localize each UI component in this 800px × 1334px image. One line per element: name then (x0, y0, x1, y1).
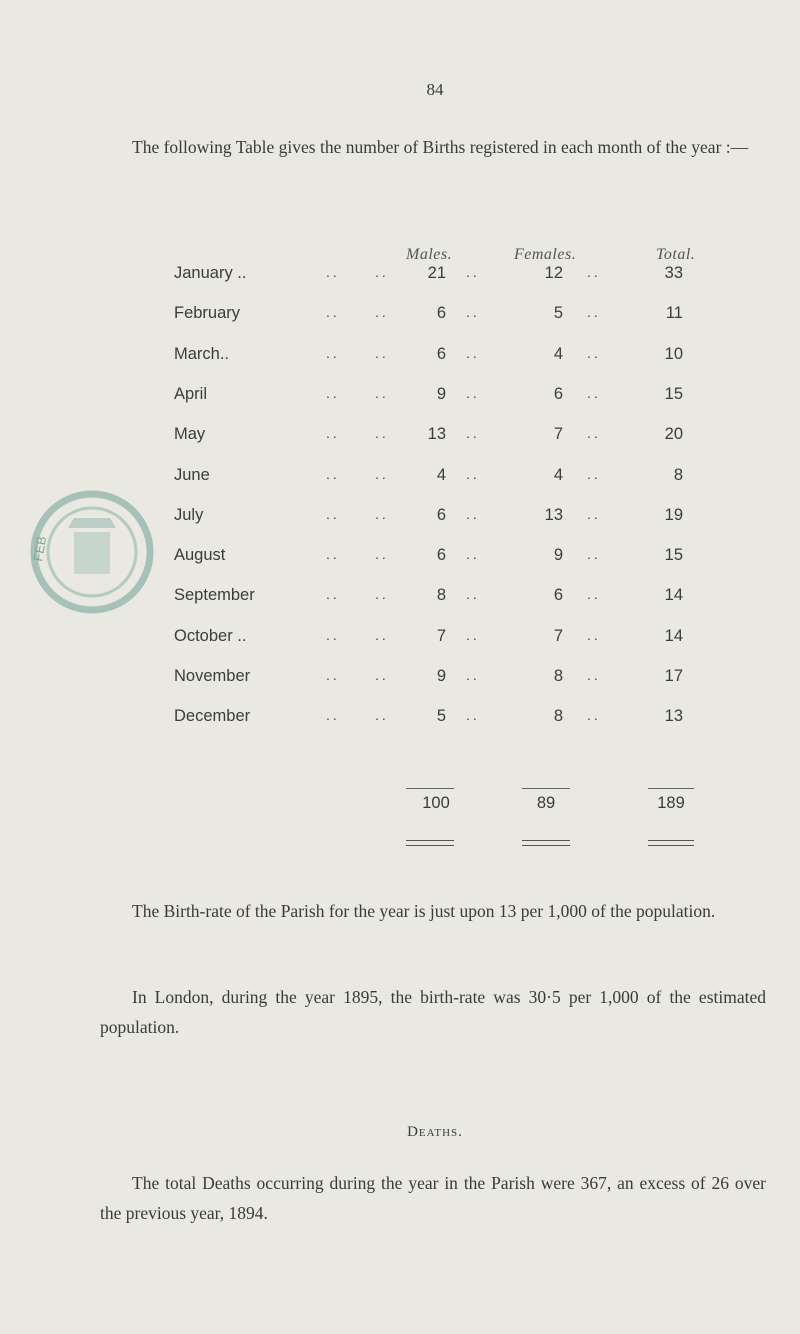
leader-dots: .. (375, 344, 389, 361)
leader-dots: .. (587, 344, 601, 361)
total-cell: 20 (664, 425, 683, 444)
page-number: 84 (426, 80, 444, 99)
leader-dots: .. (587, 546, 601, 563)
total-cell: 15 (664, 384, 683, 403)
leader-dots: .. (375, 626, 389, 643)
total-cell: 33 (664, 264, 683, 282)
males-cell: 6 (436, 304, 446, 323)
leader-dots: .. (326, 626, 340, 643)
males-cell: 4 (436, 465, 446, 484)
females-cell: 13 (544, 505, 563, 524)
females-cell: 12 (544, 264, 563, 282)
month-cell: December (174, 707, 251, 726)
leader-dots: .. (326, 586, 340, 603)
leader-dots: .. (587, 465, 601, 482)
leader-dots: .. (466, 626, 480, 643)
females-cell: 7 (553, 626, 563, 645)
table-row (0, 264, 800, 294)
leader-dots: .. (587, 707, 601, 724)
total-cell: 10 (664, 344, 683, 363)
leader-dots: .. (375, 264, 389, 280)
leader-dots: .. (326, 546, 340, 563)
females-cell: 6 (553, 586, 563, 605)
sum-rule-females (522, 788, 570, 789)
leader-dots: .. (375, 465, 389, 482)
leader-dots: .. (466, 304, 480, 321)
leader-dots: .. (587, 586, 601, 603)
double-rule-males (406, 840, 454, 846)
table-row (0, 304, 800, 334)
males-cell: 5 (436, 707, 446, 726)
leader-dots: .. (326, 304, 340, 321)
deaths-heading: Deaths. (407, 1124, 463, 1140)
table-row (0, 707, 800, 737)
males-cell: 6 (436, 344, 446, 363)
total-cell: 17 (664, 667, 683, 685)
sum-rule-total (648, 788, 694, 789)
leader-dots: .. (466, 344, 480, 361)
leader-dots: .. (375, 667, 389, 683)
birth-rate-paragraph: The Birth-rate of the Parish for the year is just upon 13 per 1,000 of the population. (132, 901, 716, 921)
table-row (0, 425, 800, 455)
table-row (0, 385, 800, 415)
leader-dots: .. (375, 425, 389, 442)
leader-dots: .. (326, 264, 340, 280)
leader-dots: .. (375, 304, 389, 321)
females-cell: 8 (553, 707, 563, 726)
total-cell: 13 (664, 707, 683, 726)
leader-dots: .. (326, 707, 340, 724)
sum-rule-males (406, 788, 454, 789)
leader-dots: .. (466, 505, 480, 522)
leader-dots: .. (375, 384, 389, 401)
month-cell: September (174, 586, 255, 605)
leader-dots: .. (326, 425, 340, 442)
leader-dots: .. (326, 667, 340, 683)
leader-dots: .. (466, 707, 480, 724)
leader-dots: .. (326, 465, 340, 482)
london-paragraph: In London, during the year 1895, the birth-rate was 30·5 per 1,000 of the estimated population. (100, 987, 766, 1037)
leader-dots: .. (466, 425, 480, 442)
library-stamp (28, 488, 156, 616)
leader-dots: .. (587, 264, 601, 280)
leader-dots: .. (326, 505, 340, 522)
deaths-paragraph: The total Deaths occurring during the year in the Parish were 367, an excess of 26 over the previous year, 1894. (100, 1173, 766, 1223)
females-cell: 4 (553, 465, 563, 484)
total-cell: 14 (664, 626, 683, 645)
leader-dots: .. (466, 586, 480, 603)
leader-dots: .. (466, 264, 480, 280)
leader-dots: .. (326, 344, 340, 361)
totals-row (0, 794, 800, 824)
month-cell: June (174, 465, 210, 484)
month-cell: November (174, 667, 251, 685)
month-cell: January .. (174, 264, 247, 282)
total-cell: 14 (664, 586, 683, 605)
leader-dots: .. (466, 667, 480, 683)
males-cell: 13 (427, 425, 446, 444)
leader-dots: .. (466, 546, 480, 563)
month-cell: March.. (174, 344, 230, 363)
males-cell: 6 (436, 505, 446, 524)
month-cell: April (174, 384, 208, 403)
total-total: 189 (657, 794, 685, 812)
stamp-text: FEB (30, 535, 50, 563)
month-cell: July (174, 505, 204, 524)
leader-dots: .. (587, 304, 601, 321)
leader-dots: .. (375, 707, 389, 724)
leader-dots: .. (375, 505, 389, 522)
table-row (0, 627, 800, 657)
month-cell: August (174, 546, 226, 565)
table-row (0, 345, 800, 375)
females-cell: 9 (553, 546, 563, 565)
total-header: Total. (656, 246, 696, 263)
total-cell: 11 (665, 304, 683, 323)
males-cell: 6 (436, 546, 446, 565)
males-cell: 8 (436, 586, 446, 605)
total-males: 100 (422, 794, 450, 812)
leader-dots: .. (326, 384, 340, 401)
leader-dots: .. (587, 626, 601, 643)
females-header: Females. (514, 246, 577, 263)
stamp-seal-icon (28, 488, 156, 616)
females-cell: 4 (553, 344, 563, 363)
leader-dots: .. (466, 465, 480, 482)
females-cell: 7 (553, 425, 563, 444)
month-cell: February (174, 304, 241, 323)
total-cell: 19 (664, 505, 683, 524)
total-females: 89 (536, 794, 556, 812)
leader-dots: .. (587, 384, 601, 401)
males-cell: 9 (436, 667, 446, 685)
leader-dots: .. (587, 425, 601, 442)
month-cell: October .. (174, 626, 247, 645)
females-cell: 5 (553, 304, 563, 323)
leader-dots: .. (375, 546, 389, 563)
males-header: Males. (406, 246, 453, 263)
double-rule-total (648, 840, 694, 846)
females-cell: 6 (553, 384, 563, 403)
total-cell: 8 (673, 465, 683, 484)
leader-dots: .. (375, 586, 389, 603)
intro-paragraph: The following Table gives the number of Births registered in each month of the year :— (132, 137, 749, 157)
month-cell: May (174, 425, 206, 444)
total-cell: 15 (664, 546, 683, 565)
double-rule-females (522, 840, 570, 846)
leader-dots: .. (587, 667, 601, 683)
leader-dots: .. (587, 505, 601, 522)
table-row (0, 667, 800, 697)
leader-dots: .. (466, 384, 480, 401)
males-cell: 21 (427, 264, 446, 282)
females-cell: 8 (553, 667, 563, 685)
males-cell: 9 (436, 384, 446, 403)
males-cell: 7 (436, 626, 446, 645)
